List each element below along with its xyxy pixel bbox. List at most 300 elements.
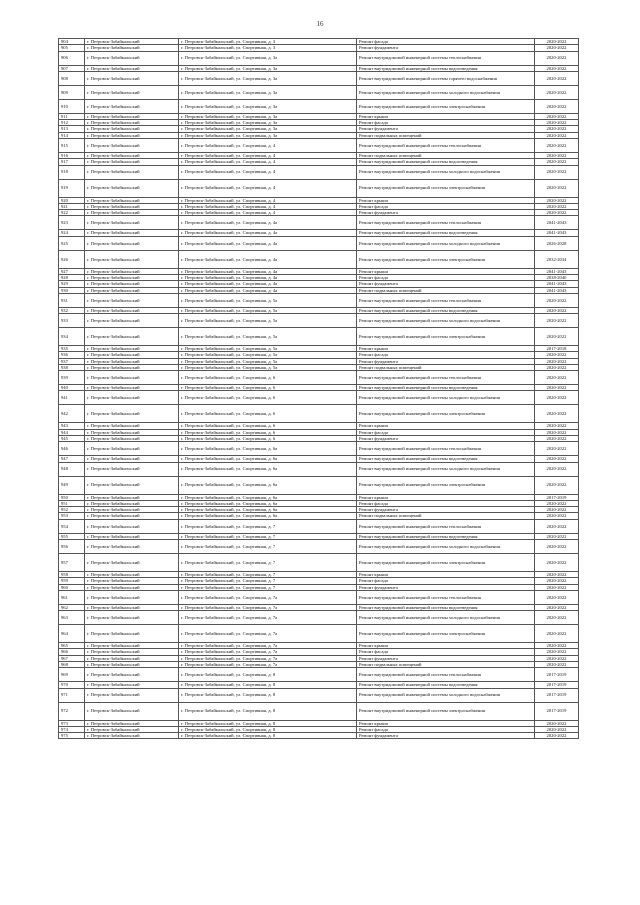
address-cell: г. Петровск-Забайкальский, ул. Спортивная, д. 3а xyxy=(179,120,357,126)
municipality-cell: г. Петровск-Забайкальский xyxy=(85,604,179,610)
period-cell: 2041-2043 xyxy=(535,216,579,230)
row-number-cell: 917 xyxy=(59,159,85,165)
period-cell: 2020-2022 xyxy=(535,423,579,429)
period-cell: 2020-2022 xyxy=(535,661,579,667)
address-cell: г. Петровск-Забайкальский, ул. Спортивная, д. 7 xyxy=(179,519,357,533)
row-number-cell: 922 xyxy=(59,210,85,216)
work-type-cell: Ремонт внутридомовой инженерной системы теплоснабжения xyxy=(357,216,535,230)
row-number-cell: 954 xyxy=(59,519,85,533)
address-cell: г. Петровск-Забайкальский, ул. Спортивная, д. 3а xyxy=(179,71,357,85)
table-row xyxy=(59,688,579,702)
address-cell: г. Петровск-Забайкальский, ул. Спортивная, д. 6а xyxy=(179,494,357,500)
table-row xyxy=(59,405,579,423)
address-cell: г. Петровск-Забайкальский, ул. Спортивная, д. 3 xyxy=(179,39,357,45)
work-type-cell: Ремонт внутридомовой инженерной системы теплоснабжения xyxy=(357,668,535,682)
address-cell: г. Петровск-Забайкальский, ул. Спортивная, д. 6 xyxy=(179,371,357,385)
row-number-cell: 908 xyxy=(59,71,85,85)
table-row xyxy=(59,51,579,65)
row-number-cell: 919 xyxy=(59,179,85,197)
work-type-cell: Ремонт фундамента xyxy=(357,655,535,661)
municipality-cell: г. Петровск-Забайкальский xyxy=(85,655,179,661)
work-type-cell: Ремонт крыши xyxy=(357,643,535,649)
address-cell: г. Петровск-Забайкальский, ул. Спортивная, д. 3а xyxy=(179,113,357,119)
table-row xyxy=(59,250,579,268)
table-row xyxy=(59,476,579,494)
address-cell: г. Петровск-Забайкальский, ул. Спортивная, д. 4 xyxy=(179,179,357,197)
row-number-cell: 915 xyxy=(59,138,85,152)
period-cell: 2020-2022 xyxy=(535,462,579,476)
period-cell: 2020-2022 xyxy=(535,540,579,554)
municipality-cell: г. Петровск-Забайкальский xyxy=(85,668,179,682)
municipality-cell: г. Петровск-Забайкальский xyxy=(85,236,179,250)
row-number-cell: 952 xyxy=(59,507,85,513)
period-cell: 2020-2022 xyxy=(535,391,579,405)
address-cell: г. Петровск-Забайкальский, ул. Спортивная, д. 7 xyxy=(179,572,357,578)
table-row xyxy=(59,328,579,346)
period-cell: 2020-2022 xyxy=(535,358,579,364)
row-number-cell: 951 xyxy=(59,500,85,506)
work-type-cell: Ремонт фасада xyxy=(357,649,535,655)
address-cell: г. Петровск-Забайкальский, ул. Спортивная, д. 3а xyxy=(179,126,357,132)
table-row xyxy=(59,668,579,682)
table-row xyxy=(59,462,579,476)
municipality-cell: г. Петровск-Забайкальский xyxy=(85,179,179,197)
row-number-cell: 931 xyxy=(59,293,85,307)
work-type-cell: Ремонт внутридомовой инженерной системы теплоснабжения xyxy=(357,371,535,385)
address-cell: г. Петровск-Забайкальский, ул. Спортивная, д. 5а xyxy=(179,328,357,346)
municipality-cell: г. Петровск-Забайкальский xyxy=(85,371,179,385)
row-number-cell: 935 xyxy=(59,346,85,352)
municipality-cell: г. Петровск-Забайкальский xyxy=(85,132,179,138)
address-cell: г. Петровск-Забайкальский, ул. Спортивная, д. 6а xyxy=(179,500,357,506)
period-cell: 2017-2019 xyxy=(535,682,579,688)
period-cell: 2020-2022 xyxy=(535,364,579,370)
municipality-cell: г. Петровск-Забайкальский xyxy=(85,649,179,655)
municipality-cell: г. Петровск-Забайкальский xyxy=(85,364,179,370)
row-number-cell: 955 xyxy=(59,533,85,539)
period-cell: 2041-2043 xyxy=(535,287,579,293)
row-number-cell: 953 xyxy=(59,513,85,519)
work-type-cell: Ремонт подвальных помещений xyxy=(357,152,535,158)
municipality-cell: г. Петровск-Забайкальский xyxy=(85,572,179,578)
table-row xyxy=(59,554,579,572)
work-type-cell: Ремонт внутридомовой инженерной системы водоотведения xyxy=(357,456,535,462)
period-cell: 2020-2022 xyxy=(535,352,579,358)
municipality-cell: г. Петровск-Забайкальский xyxy=(85,293,179,307)
municipality-cell: г. Петровск-Забайкальский xyxy=(85,540,179,554)
row-number-cell: 964 xyxy=(59,625,85,643)
table-row xyxy=(59,314,579,328)
work-type-cell: Ремонт фундамента xyxy=(357,210,535,216)
work-type-cell: Ремонт фундамента xyxy=(357,733,535,739)
address-cell: г. Петровск-Забайкальский, ул. Спортивная, д. 8 xyxy=(179,726,357,732)
row-number-cell: 940 xyxy=(59,385,85,391)
work-type-cell: Ремонт внутридомовой инженерной системы электроснабжения xyxy=(357,476,535,494)
row-number-cell: 926 xyxy=(59,250,85,268)
work-type-cell: Ремонт крыши xyxy=(357,197,535,203)
address-cell: г. Петровск-Забайкальский, ул. Спортивная, д. 8 xyxy=(179,702,357,720)
municipality-cell: г. Петровск-Забайкальский xyxy=(85,423,179,429)
table-row xyxy=(59,540,579,554)
period-cell: 2020-2022 xyxy=(535,513,579,519)
work-type-cell: Ремонт внутридомовой инженерной системы холодного водоснабжения xyxy=(357,540,535,554)
address-cell: г. Петровск-Забайкальский, ул. Спортивная, д. 4 xyxy=(179,165,357,179)
work-type-cell: Ремонт крыши xyxy=(357,113,535,119)
municipality-cell: г. Петровск-Забайкальский xyxy=(85,476,179,494)
work-type-cell: Ремонт внутридомовой инженерной системы электроснабжения xyxy=(357,99,535,113)
period-cell: 2020-2022 xyxy=(535,385,579,391)
address-cell: г. Петровск-Забайкальский, ул. Спортивная, д. 8 xyxy=(179,668,357,682)
period-cell: 2020-2022 xyxy=(535,165,579,179)
row-number-cell: 938 xyxy=(59,364,85,370)
address-cell: г. Петровск-Забайкальский, ул. Спортивная, д. 4 xyxy=(179,210,357,216)
municipality-cell: г. Петровск-Забайкальский xyxy=(85,287,179,293)
municipality-cell: г. Петровск-Забайкальский xyxy=(85,126,179,132)
period-cell: 2020-2022 xyxy=(535,71,579,85)
address-cell: г. Петровск-Забайкальский, ул. Спортивная, д. 4а xyxy=(179,216,357,230)
address-cell: г. Петровск-Забайкальский, ул. Спортивная, д. 4 xyxy=(179,203,357,209)
municipality-cell: г. Петровск-Забайкальский xyxy=(85,533,179,539)
municipality-cell: г. Петровск-Забайкальский xyxy=(85,71,179,85)
period-cell: 2020-2022 xyxy=(535,179,579,197)
row-number-cell: 937 xyxy=(59,358,85,364)
address-cell: г. Петровск-Забайкальский, ул. Спортивная, д. 4 xyxy=(179,152,357,158)
address-cell: г. Петровск-Забайкальский, ул. Спортивная, д. 7а xyxy=(179,649,357,655)
address-cell: г. Петровск-Забайкальский, ул. Спортивная, д. 3а xyxy=(179,85,357,99)
row-number-cell: 945 xyxy=(59,436,85,442)
table-row xyxy=(59,519,579,533)
work-type-cell: Ремонт подвальных помещений xyxy=(357,364,535,370)
municipality-cell: г. Петровск-Забайкальский xyxy=(85,391,179,405)
row-number-cell: 925 xyxy=(59,236,85,250)
period-cell: 2020-2022 xyxy=(535,113,579,119)
address-cell: г. Петровск-Забайкальский, ул. Спортивная, д. 6 xyxy=(179,385,357,391)
work-type-cell: Ремонт внутридомовой инженерной системы электроснабжения xyxy=(357,702,535,720)
address-cell: г. Петровск-Забайкальский, ул. Спортивная, д. 6 xyxy=(179,436,357,442)
work-type-cell: Ремонт внутридомовой инженерной системы холодного водоснабжения xyxy=(357,85,535,99)
row-number-cell: 950 xyxy=(59,494,85,500)
row-number-cell: 972 xyxy=(59,702,85,720)
municipality-cell: г. Петровск-Забайкальский xyxy=(85,45,179,51)
work-type-cell: Ремонт подвальных помещений xyxy=(357,513,535,519)
municipality-cell: г. Петровск-Забайкальский xyxy=(85,442,179,456)
period-cell: 2020-2022 xyxy=(535,649,579,655)
work-type-cell: Ремонт внутридомовой инженерной системы холодного водоснабжения xyxy=(357,314,535,328)
address-cell: г. Петровск-Забайкальский, ул. Спортивная, д. 7а xyxy=(179,611,357,625)
row-number-cell: 960 xyxy=(59,584,85,590)
address-cell: г. Петровск-Забайкальский, ул. Спортивная, д. 7 xyxy=(179,533,357,539)
row-number-cell: 962 xyxy=(59,604,85,610)
work-type-cell: Ремонт подвальных помещений xyxy=(357,132,535,138)
period-cell: 2017-2018 xyxy=(535,346,579,352)
period-cell: 2020-2022 xyxy=(535,65,579,71)
period-cell: 2017-2019 xyxy=(535,702,579,720)
address-cell: г. Петровск-Забайкальский, ул. Спортивная, д. 7а xyxy=(179,661,357,667)
municipality-cell: г. Петровск-Забайкальский xyxy=(85,352,179,358)
row-number-cell: 927 xyxy=(59,268,85,274)
row-number-cell: 947 xyxy=(59,456,85,462)
municipality-cell: г. Петровск-Забайкальский xyxy=(85,138,179,152)
work-type-cell: Ремонт внутридомовой инженерной системы теплоснабжения xyxy=(357,590,535,604)
address-cell: г. Петровск-Забайкальский, ул. Спортивная, д. 6а xyxy=(179,442,357,456)
municipality-cell: г. Петровск-Забайкальский xyxy=(85,456,179,462)
period-cell: 2020-2022 xyxy=(535,578,579,584)
period-cell: 2020-2022 xyxy=(535,126,579,132)
work-type-cell: Ремонт крыши xyxy=(357,346,535,352)
address-cell: г. Петровск-Забайкальский, ул. Спортивная, д. 4а xyxy=(179,230,357,236)
table-row xyxy=(59,625,579,643)
work-type-cell: Ремонт внутридомовой инженерной системы теплоснабжения xyxy=(357,293,535,307)
municipality-cell: г. Петровск-Забайкальский xyxy=(85,513,179,519)
work-type-cell: Ремонт крыши xyxy=(357,268,535,274)
table-row xyxy=(59,611,579,625)
municipality-cell: г. Петровск-Забайкальский xyxy=(85,165,179,179)
period-cell: 2020-2022 xyxy=(535,726,579,732)
period-cell: 2020-2022 xyxy=(535,314,579,328)
work-type-cell: Ремонт фасада xyxy=(357,120,535,126)
row-number-cell: 973 xyxy=(59,720,85,726)
period-cell: 2017-2019 xyxy=(535,494,579,500)
work-type-cell: Ремонт внутридомовой инженерной системы водоотведения xyxy=(357,682,535,688)
work-type-cell: Ремонт внутридомовой инженерной системы теплоснабжения xyxy=(357,519,535,533)
municipality-cell: г. Петровск-Забайкальский xyxy=(85,281,179,287)
address-cell: г. Петровск-Забайкальский, ул. Спортивная, д. 3а xyxy=(179,132,357,138)
municipality-cell: г. Петровск-Забайкальский xyxy=(85,436,179,442)
period-cell: 2020-2022 xyxy=(535,293,579,307)
municipality-cell: г. Петровск-Забайкальский xyxy=(85,405,179,423)
work-type-cell: Ремонт подвальных помещений xyxy=(357,661,535,667)
row-number-cell: 956 xyxy=(59,540,85,554)
row-number-cell: 966 xyxy=(59,649,85,655)
row-number-cell: 949 xyxy=(59,476,85,494)
address-cell: г. Петровск-Забайкальский, ул. Спортивная, д. 8 xyxy=(179,688,357,702)
municipality-cell: г. Петровск-Забайкальский xyxy=(85,358,179,364)
work-type-cell: Ремонт внутридомовой инженерной системы электроснабжения xyxy=(357,554,535,572)
municipality-cell: г. Петровск-Забайкальский xyxy=(85,554,179,572)
work-type-cell: Ремонт внутридомовой инженерной системы водоотведения xyxy=(357,230,535,236)
work-type-cell: Ремонт внутридомовой инженерной системы теплоснабжения xyxy=(357,51,535,65)
table-row xyxy=(59,165,579,179)
municipality-cell: г. Петровск-Забайкальский xyxy=(85,203,179,209)
period-cell: 2020-2022 xyxy=(535,611,579,625)
period-cell: 2020-2022 xyxy=(535,210,579,216)
row-number-cell: 932 xyxy=(59,307,85,313)
period-cell: 2020-2022 xyxy=(535,39,579,45)
table-row xyxy=(59,391,579,405)
municipality-cell: г. Петровск-Забайкальский xyxy=(85,462,179,476)
row-number-cell: 943 xyxy=(59,423,85,429)
period-cell: 2038-2040 xyxy=(535,274,579,280)
page-number: 16 xyxy=(316,20,324,28)
table-row xyxy=(59,138,579,152)
row-number-cell: 910 xyxy=(59,99,85,113)
address-cell: г. Петровск-Забайкальский, ул. Спортивная, д. 7а xyxy=(179,625,357,643)
address-cell: г. Петровск-Забайкальский, ул. Спортивная, д. 3а xyxy=(179,51,357,65)
period-cell: 2020-2022 xyxy=(535,436,579,442)
municipality-cell: г. Петровск-Забайкальский xyxy=(85,314,179,328)
address-cell: г. Петровск-Забайкальский, ул. Спортивная, д. 4 xyxy=(179,197,357,203)
municipality-cell: г. Петровск-Забайкальский xyxy=(85,113,179,119)
period-cell: 2020-2022 xyxy=(535,442,579,456)
work-type-cell: Ремонт внутридомовой инженерной системы холодного водоснабжения xyxy=(357,462,535,476)
period-cell: 2020-2022 xyxy=(535,590,579,604)
period-cell: 2020-2022 xyxy=(535,99,579,113)
address-cell: г. Петровск-Забайкальский, ул. Спортивная, д. 3 xyxy=(179,45,357,51)
row-number-cell: 921 xyxy=(59,203,85,209)
address-cell: г. Петровск-Забайкальский, ул. Спортивная, д. 6 xyxy=(179,405,357,423)
address-cell: г. Петровск-Забайкальский, ул. Спортивная, д. 8 xyxy=(179,682,357,688)
municipality-cell: г. Петровск-Забайкальский xyxy=(85,578,179,584)
table-row xyxy=(59,590,579,604)
row-number-cell: 958 xyxy=(59,572,85,578)
row-number-cell: 904 xyxy=(59,39,85,45)
row-number-cell: 909 xyxy=(59,85,85,99)
work-type-cell: Ремонт фундамента xyxy=(357,45,535,51)
address-cell: г. Петровск-Забайкальский, ул. Спортивная, д. 4а xyxy=(179,274,357,280)
address-cell: г. Петровск-Забайкальский, ул. Спортивная, д. 5а xyxy=(179,346,357,352)
work-type-cell: Ремонт фасада xyxy=(357,203,535,209)
municipality-cell: г. Петровск-Забайкальский xyxy=(85,346,179,352)
work-type-cell: Ремонт внутридомовой инженерной системы электроснабжения xyxy=(357,179,535,197)
address-cell: г. Петровск-Забайкальский, ул. Спортивная, д. 4 xyxy=(179,138,357,152)
work-type-cell: Ремонт фасада xyxy=(357,726,535,732)
period-cell: 2020-2022 xyxy=(535,604,579,610)
period-cell: 2020-2022 xyxy=(535,733,579,739)
row-number-cell: 924 xyxy=(59,230,85,236)
period-cell: 2020-2022 xyxy=(535,328,579,346)
row-number-cell: 936 xyxy=(59,352,85,358)
period-cell: 2020-2022 xyxy=(535,572,579,578)
row-number-cell: 941 xyxy=(59,391,85,405)
row-number-cell: 930 xyxy=(59,287,85,293)
address-cell: г. Петровск-Забайкальский, ул. Спортивная, д. 6 xyxy=(179,429,357,435)
work-type-cell: Ремонт внутридомовой инженерной системы водоотведения xyxy=(357,604,535,610)
row-number-cell: 944 xyxy=(59,429,85,435)
municipality-cell: г. Петровск-Забайкальский xyxy=(85,210,179,216)
period-cell: 2041-2043 xyxy=(535,268,579,274)
row-number-cell: 961 xyxy=(59,590,85,604)
work-type-cell: Ремонт внутридомовой инженерной системы холодного водоснабжения xyxy=(357,236,535,250)
municipality-cell: г. Петровск-Забайкальский xyxy=(85,519,179,533)
municipality-cell: г. Петровск-Забайкальский xyxy=(85,85,179,99)
work-type-cell: Ремонт внутридомовой инженерной системы водоотведения xyxy=(357,307,535,313)
municipality-cell: г. Петровск-Забайкальский xyxy=(85,590,179,604)
address-cell: г. Петровск-Забайкальский, ул. Спортивная, д. 5а xyxy=(179,364,357,370)
work-type-cell: Ремонт внутридомовой инженерной системы теплоснабжения xyxy=(357,442,535,456)
address-cell: г. Петровск-Забайкальский, ул. Спортивная, д. 3а xyxy=(179,65,357,71)
period-cell: 2032-2034 xyxy=(535,250,579,268)
period-cell: 2026-2028 xyxy=(535,236,579,250)
table-row xyxy=(59,179,579,197)
municipality-cell: г. Петровск-Забайкальский xyxy=(85,307,179,313)
municipality-cell: г. Петровск-Забайкальский xyxy=(85,733,179,739)
row-number-cell: 905 xyxy=(59,45,85,51)
address-cell: г. Петровск-Забайкальский, ул. Спортивная, д. 4 xyxy=(179,159,357,165)
row-number-cell: 946 xyxy=(59,442,85,456)
table-row xyxy=(59,371,579,385)
work-type-cell: Ремонт фасада xyxy=(357,274,535,280)
period-cell: 2020-2022 xyxy=(535,132,579,138)
work-type-cell: Ремонт фундамента xyxy=(357,358,535,364)
period-cell: 2020-2022 xyxy=(535,507,579,513)
municipality-cell: г. Петровск-Забайкальский xyxy=(85,507,179,513)
row-number-cell: 970 xyxy=(59,682,85,688)
row-number-cell: 913 xyxy=(59,126,85,132)
table-row xyxy=(59,702,579,720)
municipality-cell: г. Петровск-Забайкальский xyxy=(85,688,179,702)
work-type-cell: Ремонт подвальных помещений xyxy=(357,287,535,293)
work-type-cell: Ремонт крыши xyxy=(357,720,535,726)
work-type-cell: Ремонт внутридомовой инженерной системы водоотведения xyxy=(357,159,535,165)
address-cell: г. Петровск-Забайкальский, ул. Спортивная, д. 5а xyxy=(179,307,357,313)
work-type-cell: Ремонт внутридомовой инженерной системы теплоснабжения xyxy=(357,138,535,152)
row-number-cell: 907 xyxy=(59,65,85,71)
row-number-cell: 918 xyxy=(59,165,85,179)
period-cell: 2041-2043 xyxy=(535,281,579,287)
address-cell: г. Петровск-Забайкальский, ул. Спортивная, д. 7 xyxy=(179,540,357,554)
period-cell: 2020-2022 xyxy=(535,476,579,494)
municipality-cell: г. Петровск-Забайкальский xyxy=(85,611,179,625)
work-type-cell: Ремонт внутридомовой инженерной системы водоотведения xyxy=(357,385,535,391)
row-number-cell: 912 xyxy=(59,120,85,126)
municipality-cell: г. Петровск-Забайкальский xyxy=(85,51,179,65)
municipality-cell: г. Петровск-Забайкальский xyxy=(85,159,179,165)
address-cell: г. Петровск-Забайкальский, ул. Спортивная, д. 6а xyxy=(179,456,357,462)
work-type-cell: Ремонт внутридомовой инженерной системы электроснабжения xyxy=(357,625,535,643)
address-cell: г. Петровск-Забайкальский, ул. Спортивная, д. 8 xyxy=(179,733,357,739)
row-number-cell: 928 xyxy=(59,274,85,280)
address-cell: г. Петровск-Забайкальский, ул. Спортивная, д. 6 xyxy=(179,423,357,429)
period-cell: 2020-2022 xyxy=(535,203,579,209)
municipality-cell: г. Петровск-Забайкальский xyxy=(85,197,179,203)
period-cell: 2020-2022 xyxy=(535,307,579,313)
period-cell: 2020-2022 xyxy=(535,371,579,385)
table-row xyxy=(59,71,579,85)
municipality-cell: г. Петровск-Забайкальский xyxy=(85,120,179,126)
address-cell: г. Петровск-Забайкальский, ул. Спортивная, д. 7 xyxy=(179,584,357,590)
municipality-cell: г. Петровск-Забайкальский xyxy=(85,268,179,274)
row-number-cell: 929 xyxy=(59,281,85,287)
period-cell: 2020-2022 xyxy=(535,51,579,65)
work-type-cell: Ремонт крыши xyxy=(357,572,535,578)
municipality-cell: г. Петровск-Забайкальский xyxy=(85,385,179,391)
address-cell: г. Петровск-Забайкальский, ул. Спортивная, д. 4а xyxy=(179,268,357,274)
address-cell: г. Петровск-Забайкальский, ул. Спортивная, д. 7а xyxy=(179,643,357,649)
work-type-cell: Ремонт внутридомовой инженерной системы холодного водоснабжения xyxy=(357,611,535,625)
row-number-cell: 914 xyxy=(59,132,85,138)
period-cell: 2020-2022 xyxy=(535,405,579,423)
address-cell: г. Петровск-Забайкальский, ул. Спортивная, д. 3а xyxy=(179,99,357,113)
table-row xyxy=(59,236,579,250)
period-cell: 2020-2022 xyxy=(535,85,579,99)
work-type-cell: Ремонт крыши xyxy=(357,494,535,500)
period-cell: 2020-2022 xyxy=(535,625,579,643)
row-number-cell: 967 xyxy=(59,655,85,661)
address-cell: г. Петровск-Забайкальский, ул. Спортивная, д. 5а xyxy=(179,314,357,328)
address-cell: г. Петровск-Забайкальский, ул. Спортивная, д. 6а xyxy=(179,462,357,476)
work-type-cell: Ремонт фасада xyxy=(357,578,535,584)
municipality-cell: г. Петровск-Забайкальский xyxy=(85,661,179,667)
period-cell: 2020-2022 xyxy=(535,120,579,126)
row-number-cell: 923 xyxy=(59,216,85,230)
repair-schedule-table xyxy=(58,38,579,739)
municipality-cell: г. Петровск-Забайкальский xyxy=(85,584,179,590)
work-type-cell: Ремонт фасада xyxy=(357,352,535,358)
period-cell: 2020-2022 xyxy=(535,152,579,158)
row-number-cell: 948 xyxy=(59,462,85,476)
table-row xyxy=(59,733,579,739)
row-number-cell: 974 xyxy=(59,726,85,732)
